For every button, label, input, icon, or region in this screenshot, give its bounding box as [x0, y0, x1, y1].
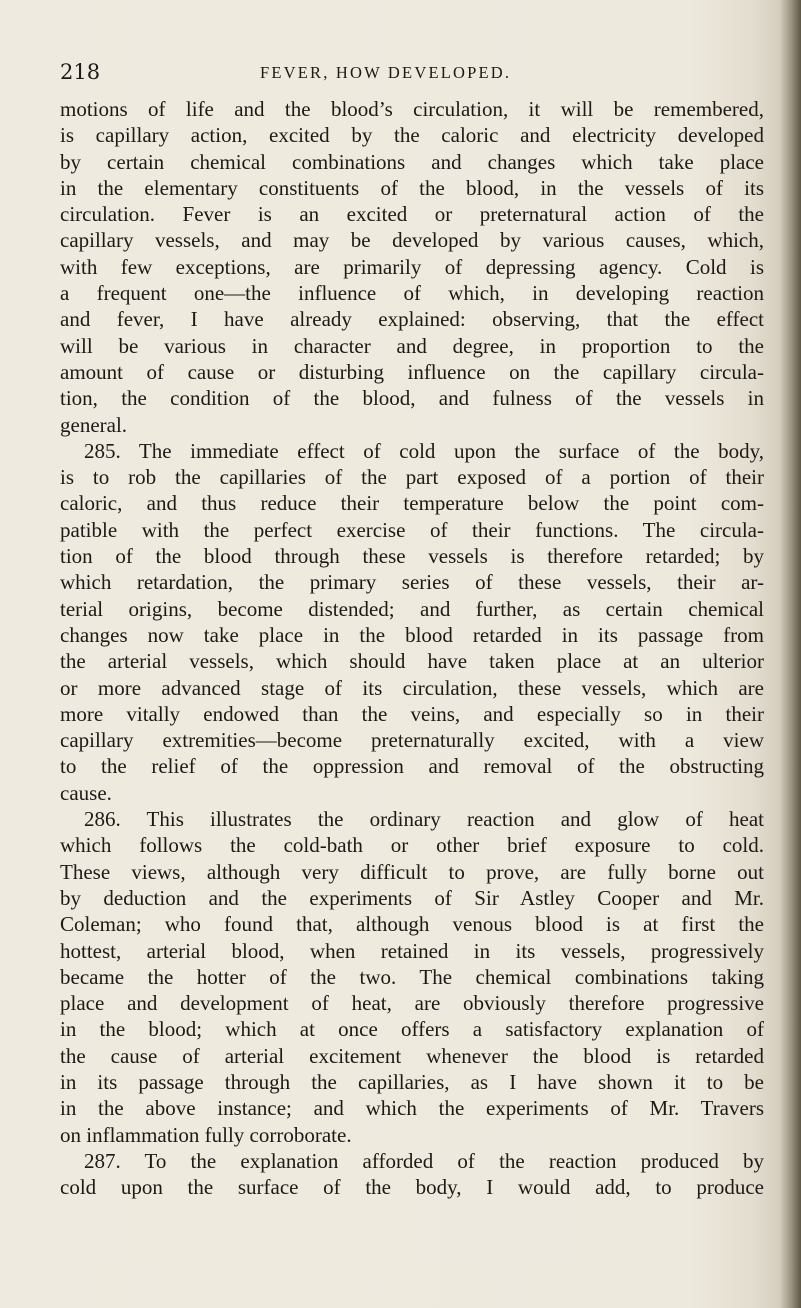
page-header — [60, 60, 760, 86]
text-line: in its passage through the capillaries, as I have shown it to be — [60, 1069, 764, 1094]
text-line: caloric, and thus reduce their temperature below the point com- — [60, 491, 764, 516]
text-line: tion of the blood through these vessels is therefore retarded; by — [60, 544, 764, 569]
text-line: place and development of heat, are obviously therefore progressive — [60, 991, 764, 1016]
paragraph-285-start: 285. The immediate effect of cold upon the surface of the body, — [84, 438, 764, 463]
text-line: capillary vessels, and may be developed by various causes, which, — [60, 228, 764, 253]
text-line: and fever, I have already explained: observing, that the effect — [60, 307, 764, 332]
text-line: circulation. Fever is an excited or preternatural action of the — [60, 202, 764, 227]
text-line: in the elementary constituents of the blood, in the vessels of its — [60, 175, 764, 200]
page-number: 218 — [60, 60, 101, 84]
paragraph-286-start: 286. This illustrates the ordinary reaction and glow of heat — [84, 807, 764, 832]
text-line: which retardation, the primary series of these vessels, their ar- — [60, 570, 764, 595]
text-line: to the relief of the oppression and removal of the obstructing — [60, 754, 764, 779]
text-line: by deduction and the experiments of Sir Astley Cooper and Mr. — [60, 885, 764, 910]
paragraph-287-start: 287. To the explanation afforded of the reaction produced by — [84, 1148, 764, 1173]
text-line: became the hotter of the two. The chemical combinations taking — [60, 964, 764, 989]
text-line: or more advanced stage of its circulation, these vessels, which are — [60, 675, 764, 700]
text-line: tion, the condition of the blood, and fulness of the vessels in — [60, 386, 764, 411]
text-line: cause. — [60, 780, 112, 805]
text-line: more vitally endowed than the veins, and especially so in their — [60, 701, 764, 726]
text-line: Coleman; who found that, although venous blood is at first the — [60, 912, 764, 937]
text-line: cold upon the surface of the body, I would add, to produce — [60, 1175, 764, 1200]
text-line: which follows the cold-bath or other brief exposure to cold. — [60, 833, 764, 858]
text-line: amount of cause or disturbing influence on the capillary circula- — [60, 359, 764, 384]
text-line: capillary extremities—become preternaturally excited, with a view — [60, 728, 764, 753]
body-text — [60, 96, 764, 1200]
text-line: in the blood; which at once offers a satisfactory explanation of — [60, 1017, 764, 1042]
running-head: FEVER, HOW DEVELOPED. — [260, 63, 512, 82]
text-line: changes now take place in the blood retarded in its passage from — [60, 622, 764, 647]
text-line: motions of life and the blood’s circulation, it will be remembered, — [60, 97, 764, 121]
text-line: the cause of arterial excitement whenever the blood is retarded — [60, 1043, 764, 1068]
text-line: will be various in character and degree, in proportion to the — [60, 333, 764, 358]
text-line: is capillary action, excited by the caloric and electricity developed — [60, 123, 764, 148]
text-line: hottest, arterial blood, when retained in its vessels, progressively — [60, 938, 764, 963]
text-line: with few exceptions, are primarily of depressing agency. Cold is — [60, 254, 764, 279]
text-line: general. — [60, 412, 128, 437]
text-line: the arterial vessels, which should have taken place at an ulterior — [60, 649, 764, 674]
text-line: These views, although very difficult to prove, are fully borne out — [60, 859, 764, 884]
text-line: patible with the perfect exercise of their functions. The circula- — [60, 517, 764, 542]
text-line: a frequent one—the influence of which, in developing reaction — [60, 281, 764, 306]
text-line: terial origins, become distended; and further, as certain chemical — [60, 596, 764, 621]
page-edge-shadow — [779, 0, 801, 1308]
text-line: is to rob the capillaries of the part exposed of a portion of their — [60, 465, 764, 490]
text-line: on inflammation fully corroborate. — [60, 1122, 352, 1147]
text-line: in the above instance; and which the experiments of Mr. Travers — [60, 1096, 764, 1121]
text-line: by certain chemical combinations and changes which take place — [60, 149, 764, 174]
